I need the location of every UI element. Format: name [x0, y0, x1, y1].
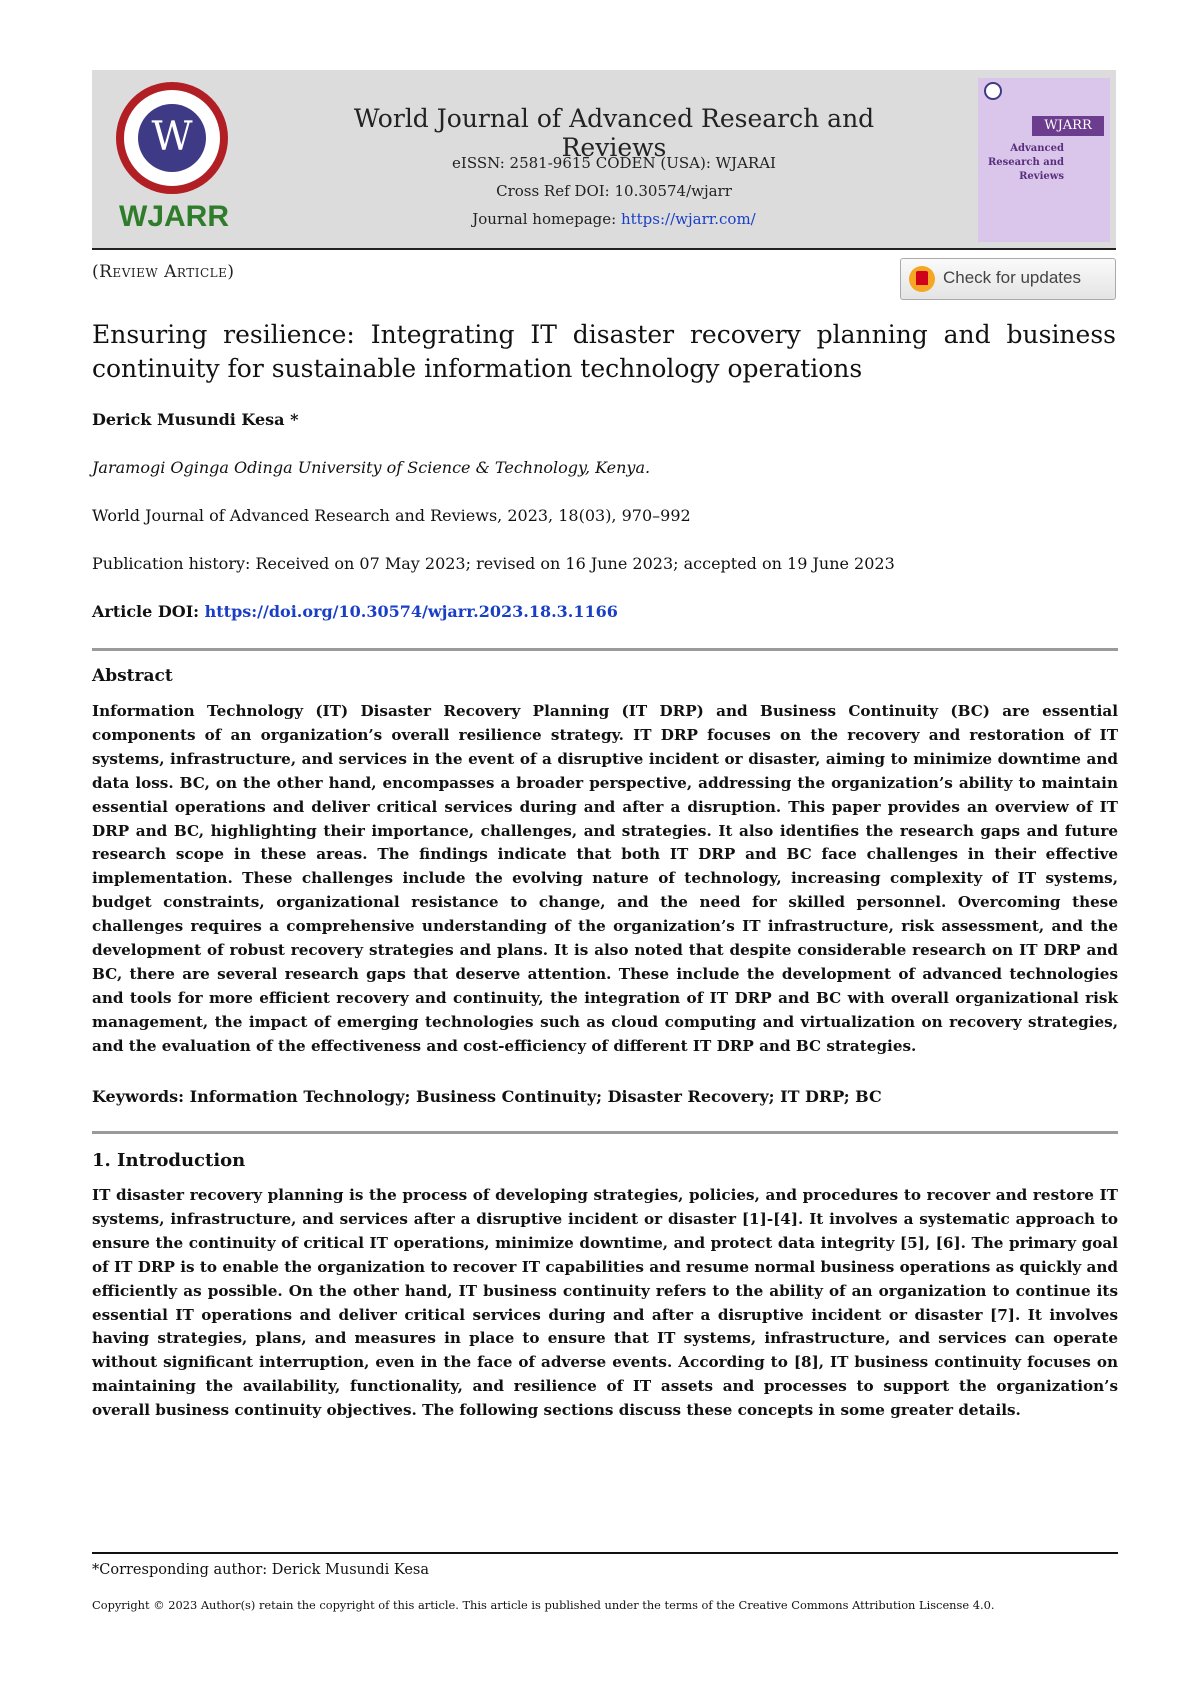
- logo-letter: W: [138, 104, 206, 172]
- copyright-notice: Copyright © 2023 Author(s) retain the copyright of this article. This article is published under the terms of the Creative Commons Attribution Liscense 4.0.: [92, 1598, 995, 1612]
- bookmark-icon: [909, 266, 935, 292]
- bookmark-icon-inner: [916, 271, 928, 285]
- doi-label: Article DOI:: [92, 602, 205, 621]
- homepage-link[interactable]: https://wjarr.com/: [620, 210, 756, 228]
- journal-issn: eISSN: 2581-9615 CODEN (USA): WJARAI: [452, 154, 776, 172]
- journal-name: World Journal of Advanced Research and Reviews: [353, 104, 875, 162]
- divider: [92, 648, 1118, 651]
- article-doi: [92, 602, 618, 621]
- check-for-updates-button[interactable]: [900, 258, 1116, 300]
- abstract-heading: Abstract: [92, 666, 173, 686]
- journal-header-banner: [92, 70, 1116, 250]
- journal-homepage: [304, 210, 924, 228]
- abstract-text: Information Technology (IT) Disaster Recovery Planning (IT DRP) and Business Continuity (BC) are essential components of an organization’s overall resilience strategy. IT DRP focuses on the recovery and restoration of IT systems, infrastructure, and services in the event of a disruptive incident or disaster, aiming to minimize downtime and data loss. BC, on the other hand, encompasses a broader perspective, addressing the organization’s ability to maintain essential operations and deliver critical services during and after a disruption. This paper provides an overview of IT DRP and BC, highlighting their importance, challenges, and strategies. It also identifies the research gaps and future research scope in these areas. The findings indicate that both IT DRP and BC face challenges in their effective implementation. These challenges include the evolving nature of technology, increasing complexity of IT systems, budget constraints, organizational resistance to change, and the need for skilled personnel. Overcoming these challenges requires a comprehensive understanding of the organization’s IT infrastructure, risk assessment, and the development of robust recovery strategies and plans. It is also noted that despite considerable research on IT DRP and BC, there are several research gaps that deserve attention. These include the development of advanced technologies and tools for more efficient recovery and continuity, the integration of IT DRP and BC with overall organizational risk management, the impact of emerging technologies such as cloud computing and virtualization on recovery strategies, and the evaluation of the effectiveness and cost-efficiency of different IT DRP and BC strategies.: [92, 702, 1118, 1055]
- divider: [92, 1131, 1118, 1134]
- homepage-label: Journal homepage:: [472, 210, 621, 228]
- paper-title: Ensuring resilience: Integrating IT disaster recovery planning and business continuity for sustainable information technology operations: [92, 320, 1116, 383]
- author-name: Derick Musundi Kesa *: [92, 410, 299, 429]
- introduction-text: IT disaster recovery planning is the process of developing strategies, policies, and procedures to recover and restore IT systems, infrastructure, and services after a disruptive incident or disaster [1]-[4]. It involves a systematic approach to ensure the continuity of critical IT operations, minimize downtime, and protect data integrity [5], [6]. The primary goal of IT DRP is to enable the organization to recover IT capabilities and resume normal business operations as quickly and efficiently as possible. On the other hand, IT business continuity refers to the ability of an organization to continue its essential IT operations and deliver critical services during and after a disruptive incident or disaster [7]. It involves having strategies, plans, and measures in place to ensure that IT systems, infrastructure, and services can operate without significant interruption, even in the face of adverse events. According to [8], IT business continuity focuses on maintaining the availability, functionality, and resilience of IT assets and processes to support the organization’s overall business continuity objectives. The following sections discuss these concepts in some greater details.: [92, 1186, 1118, 1420]
- logo-text: WJARR: [119, 200, 229, 233]
- journal-crossref-doi: Cross Ref DOI: 10.30574/wjarr: [496, 182, 732, 200]
- corresponding-author-note: *Corresponding author: Derick Musundi Kesa: [92, 1562, 429, 1578]
- check-updates-label: Check for updates: [943, 268, 1081, 287]
- keywords: Keywords: Information Technology; Business Continuity; Disaster Recovery; IT DRP; BC: [92, 1087, 882, 1106]
- cover-badge-icon: [984, 82, 1002, 100]
- author-affiliation: Jaramogi Oginga Odinga University of Science & Technology, Kenya.: [92, 458, 651, 477]
- cover-label: WJARR: [1032, 116, 1104, 136]
- journal-logo: [110, 82, 238, 242]
- article-type: (Review Article): [92, 262, 235, 282]
- logo-ring: [116, 82, 228, 194]
- footnote-divider: [92, 1552, 1118, 1554]
- journal-cover-thumbnail: [978, 78, 1110, 242]
- introduction-heading: 1. Introduction: [92, 1150, 246, 1171]
- citation: World Journal of Advanced Research and Reviews, 2023, 18(03), 970–992: [92, 506, 691, 525]
- doi-link[interactable]: https://doi.org/10.30574/wjarr.2023.18.3.1166: [204, 602, 618, 621]
- publication-history: Publication history: Received on 07 May 2023; revised on 16 June 2023; accepted on 19 June 2023: [92, 554, 895, 573]
- cover-title: Advanced Research and Reviews: [988, 143, 1064, 182]
